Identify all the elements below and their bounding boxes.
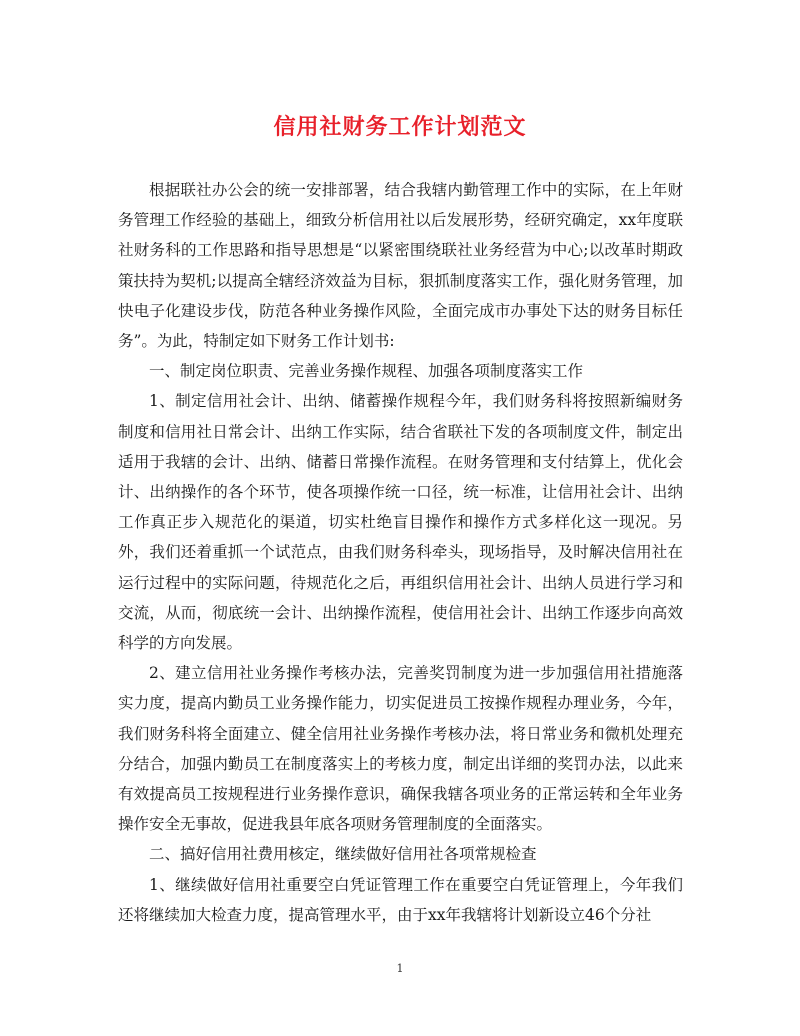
paragraph-1-2: 2、建立信用社业务操作考核办法，完善奖罚制度为进一步加强信用社措施落实力度，提高内勤员工业务操作能力，切实促进员工按操作规程办理业务，今年，我们财务科将全面建立、健全信用社业务操作考核办法，将日常业务和微机处理充分结合，加强内勤员工在制度落实上的考核力度，制定出详细的奖罚办法，以此来有效提高员工按规程进行业务操作意识，确保我辖各项业务的正常运转和全年业务操作安全无事故，促进我县年底各项财务管理制度的全面落实。: [118, 664, 683, 834]
document-body: [118, 175, 683, 930]
document-title: 信用社财务工作计划范文: [273, 114, 527, 140]
paragraph-1-1: 1、制定信用社会计、出纳、储蓄操作规程今年，我们财务科将按照新编财务制度和信用社日常会计、出纳工作实际，结合省联社下发的各项制度文件，制定出适用于我辖的会计、出纳、储蓄日常操作流程。在财务管理和支付结算上，优化会计、出纳操作的各个环节，使各项操作统一口径，统一标准，让信用社会计、出纳工作真正步入规范化的渠道，切实杜绝盲目操作和操作方式多样化这一现况。另外，我们还着重抓一个试范点，由我们财务科牵头，现场指导，及时解决信用社在运行过程中的实际问题，待规范化之后，再组织信用社会计、出纳人员进行学习和交流，从而，彻底统一会计、出纳操作流程，使信用社会计、出纳工作逐步向高效科学的方向发展。: [118, 392, 683, 653]
heading-section-2: 二、搞好信用社费用核定，继续做好信用社各项常规检查: [149, 845, 537, 864]
heading-section-1: 一、制定岗位职责、完善业务操作规程、加强各项制度落实工作: [149, 362, 584, 381]
paragraph-intro: 根据联社办公会的统一安排部署，结合我辖内勤管理工作中的实际，在上年财务管理工作经验的基础上，细致分析信用社以后发展形势，经研究确定，xx年度联社财务科的工作思路和指导思想是“以紧密围绕联社业务经营为中心;以改革时期政策扶持为契机;以提高全辖经济效益为目标，狠抓制度落实工作，强化财务管理，加快电子化建设步伐，防范各种业务操作风险，全面完成市办事处下达的财务目标任务”。为此，特制定如下财务工作计划书:: [118, 181, 683, 351]
paragraph-2-1: 1、继续做好信用社重要空白凭证管理工作在重要空白凭证管理上，今年我们还将继续加大检查力度，提高管理水平，由于xx年我辖将计划新设立46个分社: [118, 875, 683, 924]
page-number: 1: [396, 962, 404, 975]
